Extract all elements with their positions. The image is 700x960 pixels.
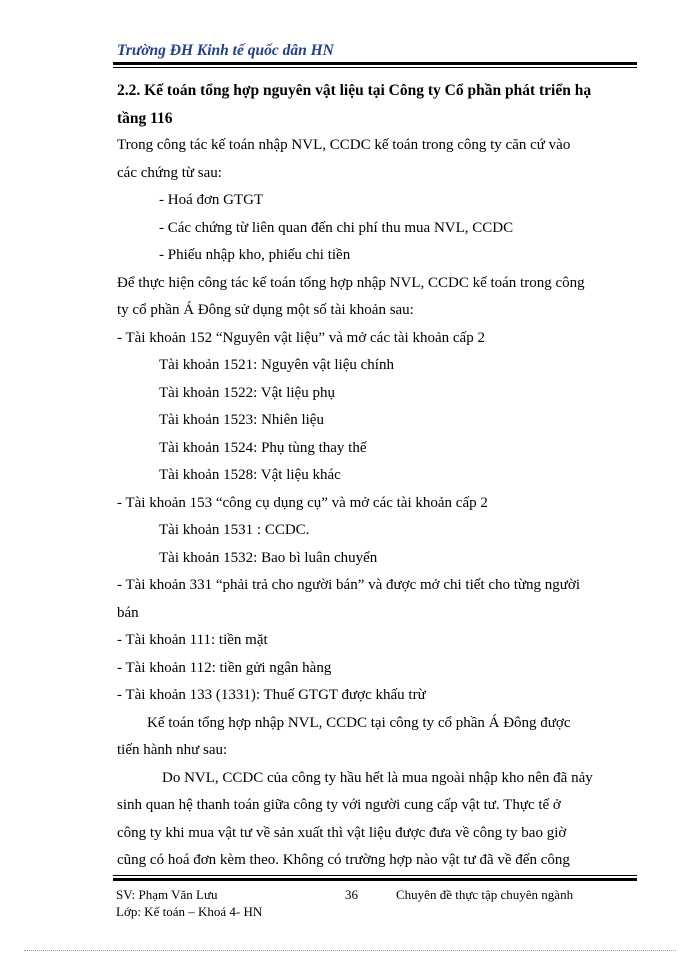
sub-account-item: Tài khoản 1524: Phụ tùng thay thế	[159, 439, 367, 456]
footer-student-name: SV: Phạm Văn Lưu	[116, 887, 218, 902]
paragraph-line: tiến hành như sau:	[117, 742, 228, 758]
account-item: - Tài khoản 152 “Nguyên vật liệu” và mở các tài khoản cấp 2	[117, 329, 485, 346]
paragraph-line: cũng có hoá đơn kèm theo. Không có trường hợp nào vật tư đã về đến công	[117, 852, 570, 868]
paragraph-line: công ty khi mua vật tư về sản xuất thì vật liệu được đưa về công ty bao giờ	[117, 824, 567, 841]
account-item: - Tài khoản 133 (1331): Thuế GTGT được khấu trừ	[117, 687, 426, 703]
sub-account-item: Tài khoản 1532: Bao bì luân chuyển	[159, 549, 378, 566]
footer-class: Lớp: Kế toán – Khoá 4- HN	[116, 904, 263, 919]
footer-topic: Chuyên đề thực tập chuyên ngành	[396, 887, 574, 902]
list-item: - Hoá đơn GTGT	[159, 192, 264, 208]
account-item: - Tài khoản 153 “công cụ dụng cụ” và mở các tài khoản cấp 2	[117, 494, 488, 511]
list-item: - Phiếu nhập kho, phiếu chi tiền	[159, 247, 351, 263]
paragraph-line: ty cổ phần Á Đông sử dụng một số tài khoản sau:	[117, 302, 414, 318]
page-content	[117, 77, 637, 875]
sub-account-item: Tài khoản 1531 : CCDC.	[159, 522, 310, 538]
footer-rule-thick	[113, 878, 637, 881]
paragraph-line: các chứng từ sau:	[117, 164, 222, 181]
page-header-title: Trường ĐH Kinh tế quốc dân HN	[117, 42, 334, 59]
section-heading: 2.2. Kế toán tổng hợp nguyên vật liệu tại Công ty Cổ phần phát triển hạ	[117, 82, 592, 99]
paragraph-line: Do NVL, CCDC của công ty hầu hết là mua ngoài nhập kho nên đã nảy	[162, 769, 593, 786]
paragraph-line: Trong công tác kế toán nhập NVL, CCDC kế toán trong công ty căn cứ vào	[117, 137, 571, 153]
paragraph-line: Để thực hiện công tác kế toán tổng hợp nhập NVL, CCDC kế toán trong công	[117, 274, 585, 291]
sub-account-item: Tài khoản 1522: Vật liệu phụ	[159, 384, 335, 401]
sub-account-item: Tài khoản 1528: Vật liệu khác	[159, 467, 341, 483]
page-boundary-dotted-line	[24, 950, 676, 951]
paragraph-line: sinh quan hệ thanh toán giữa công ty với người cung cấp vật tư. Thực tế ở	[117, 797, 561, 813]
header-rule-thin	[113, 67, 637, 68]
page-number: 36	[345, 887, 358, 902]
section-heading-cont: tầng 116	[117, 109, 173, 127]
paragraph-line: Kế toán tổng hợp nhập NVL, CCDC tại công ty cổ phần Á Đông được	[147, 714, 571, 731]
list-item: - Các chứng từ liên quan đến chi phí thu mua NVL, CCDC	[159, 219, 514, 236]
sub-account-item: Tài khoản 1521: Nguyên vật liệu chính	[159, 357, 394, 373]
account-item: - Tài khoản 112: tiền gửi ngân hàng	[117, 659, 332, 676]
account-item-cont: bán	[117, 604, 139, 621]
account-item: - Tài khoản 111: tiền mặt	[117, 632, 268, 648]
header-rule-thick	[113, 62, 637, 65]
sub-account-item: Tài khoản 1523: Nhiên liệu	[159, 412, 324, 428]
account-item: - Tài khoản 331 “phải trả cho người bán” và được mở chi tiết cho từng người	[117, 577, 581, 593]
footer-rule-thin	[113, 875, 637, 876]
